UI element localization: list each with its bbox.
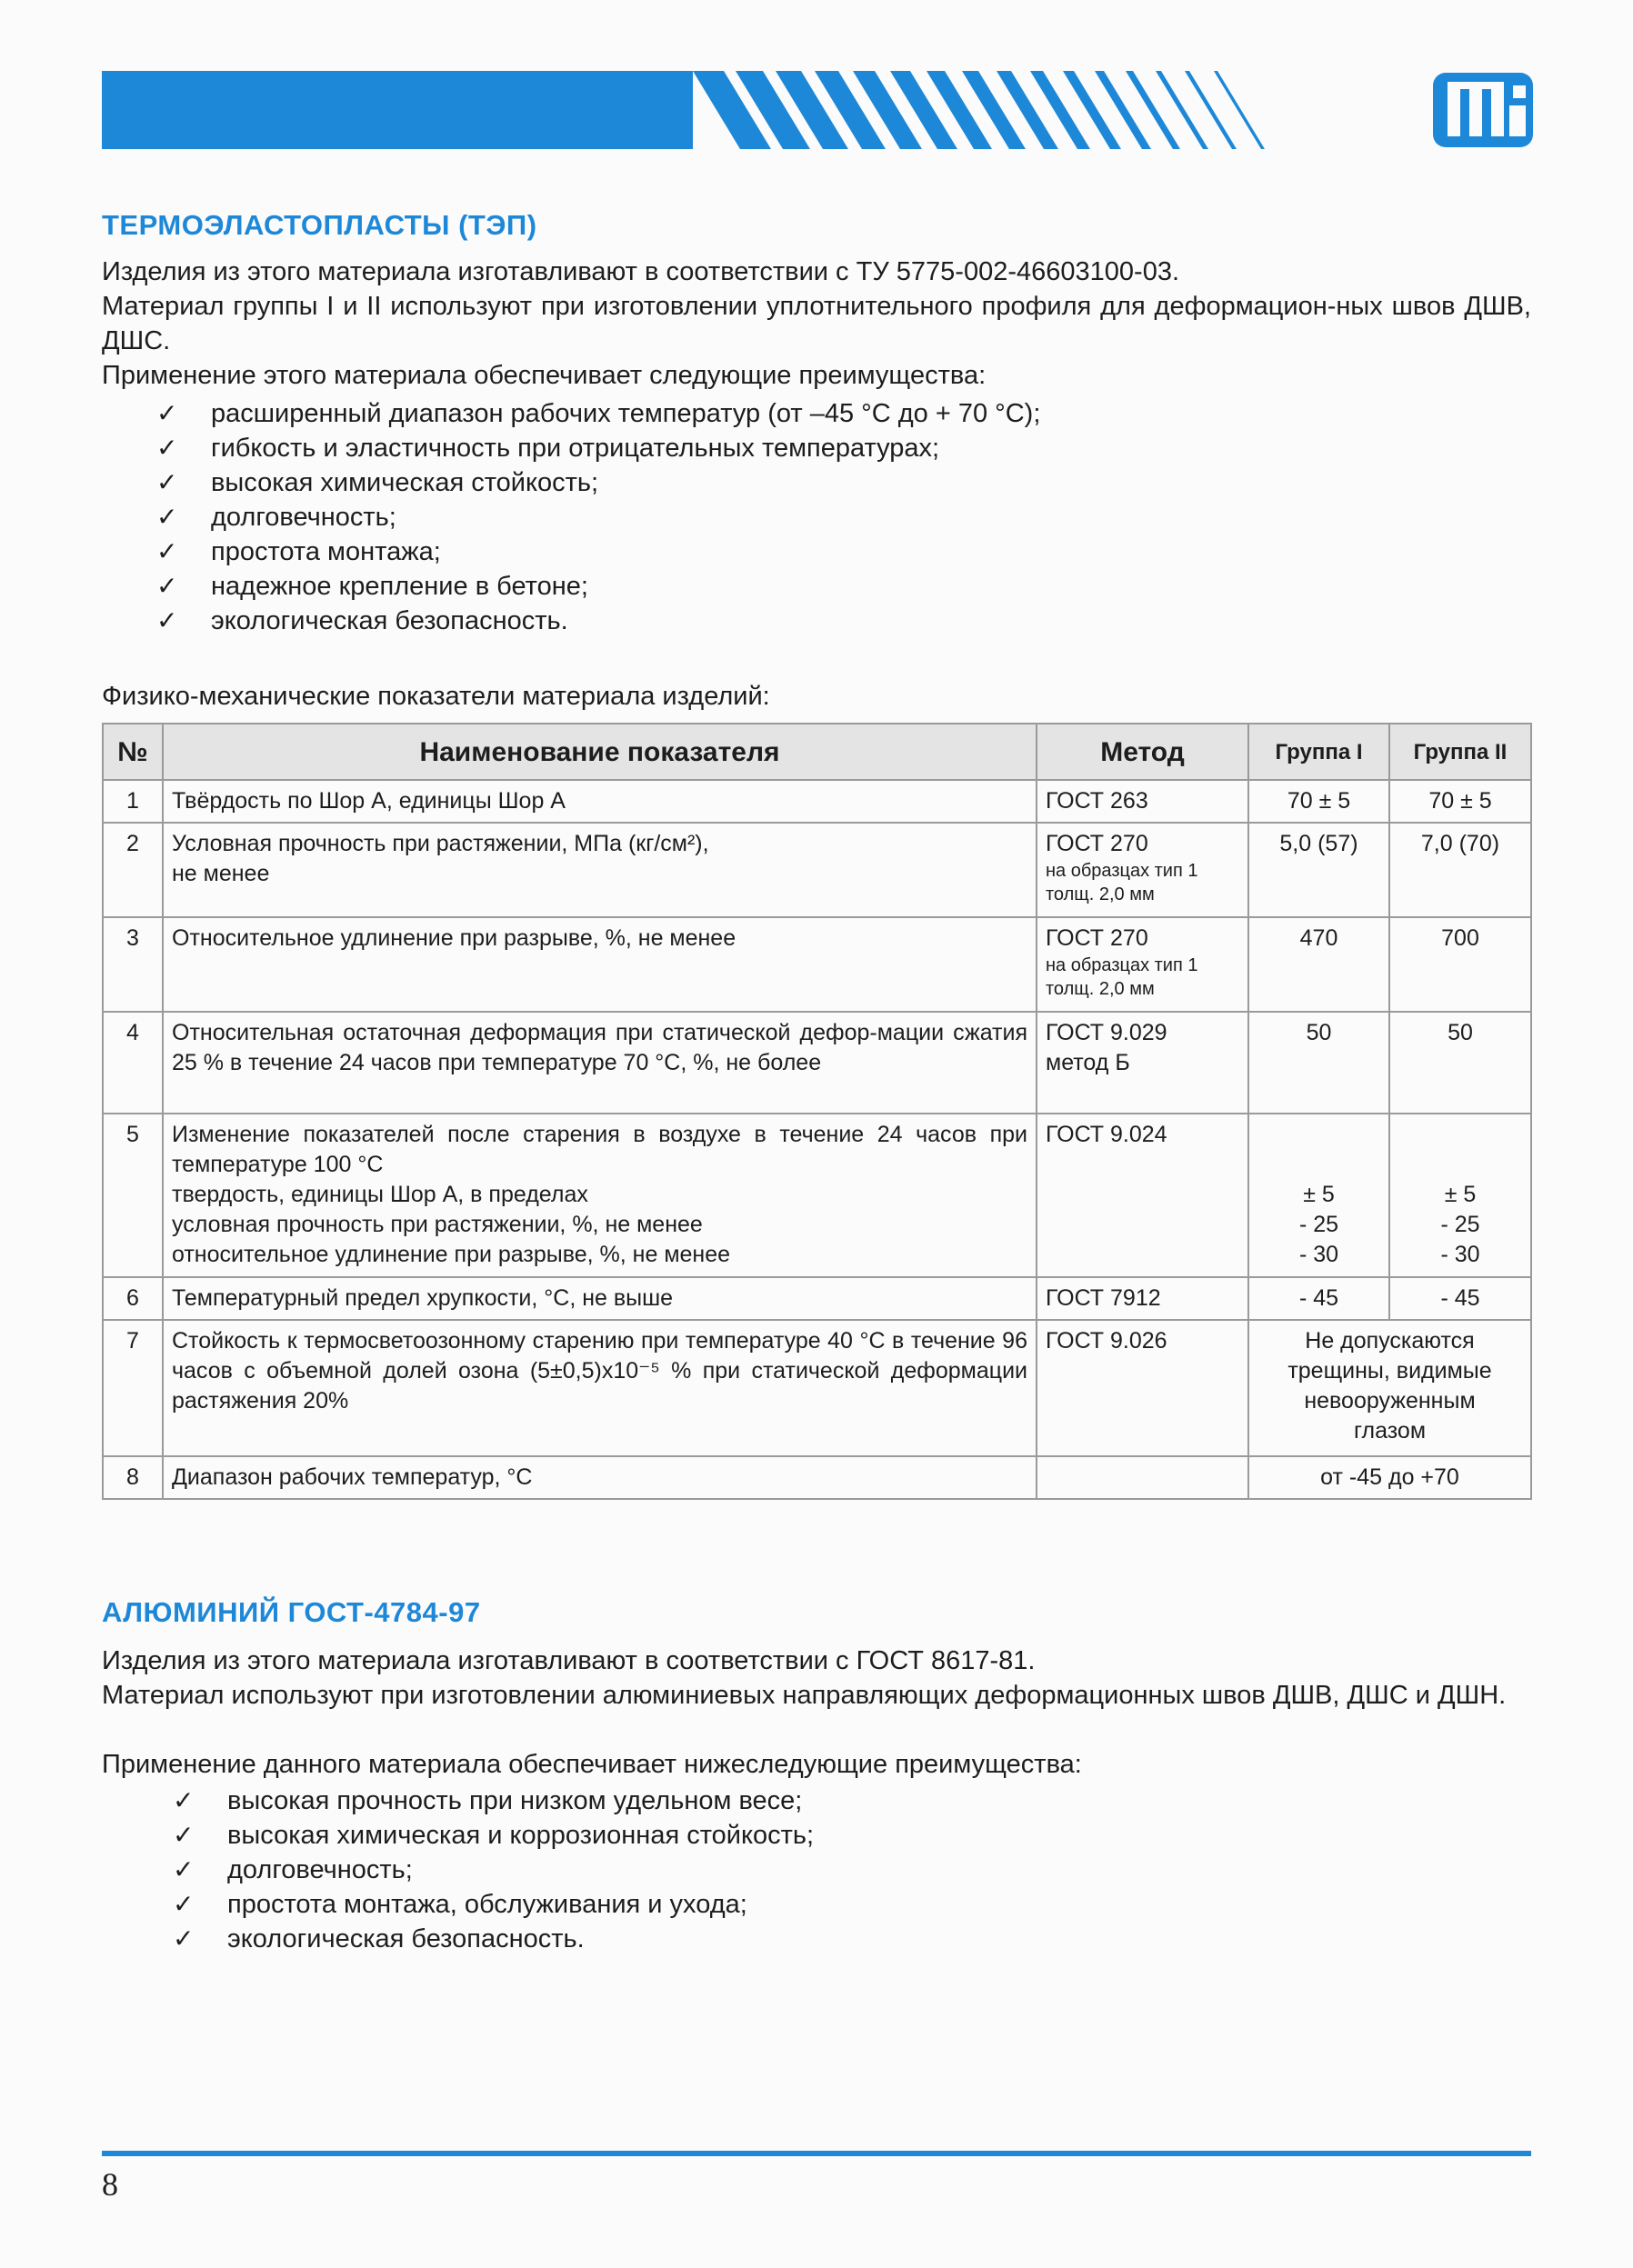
checkmark-icon: ✓ <box>173 1924 195 1953</box>
col-header-num: № <box>103 724 163 780</box>
list-item: ✓ экологическая безопасность. <box>156 604 1040 638</box>
checkmark-icon: ✓ <box>156 503 178 531</box>
header-slash <box>1156 71 1208 149</box>
list-item: ✓ долговечность; <box>173 1853 814 1887</box>
section-title-aluminum: АЛЮМИНИЙ ГОСТ-4784-97 <box>102 1596 481 1628</box>
row-method <box>1037 1456 1248 1499</box>
row-name: Твёрдость по Шор А, единицы Шор А <box>163 780 1037 823</box>
list-item: ✓ высокая прочность при низком удельном весе; <box>173 1783 814 1818</box>
row-method: ГОСТ 9.024 <box>1037 1114 1248 1277</box>
row-name: Относительное удлинение при разрыве, %, не менее <box>163 917 1037 1012</box>
table-row <box>103 780 1531 823</box>
row-number: 6 <box>103 1277 163 1320</box>
table-header-row <box>103 724 1531 780</box>
row-number: 4 <box>103 1012 163 1114</box>
checkmark-icon: ✓ <box>156 537 178 565</box>
row-group2: 70 ± 5 <box>1389 780 1531 823</box>
row-number: 3 <box>103 917 163 1012</box>
footer-rule <box>102 2151 1531 2156</box>
col-header-method: Метод <box>1037 724 1248 780</box>
row-group1: - 45 <box>1248 1277 1389 1320</box>
row-group1: ± 5 - 25 - 30 <box>1248 1114 1389 1277</box>
table-row <box>103 1456 1531 1499</box>
header-stripe <box>102 71 1366 149</box>
row-number: 1 <box>103 780 163 823</box>
checkmark-icon: ✓ <box>156 399 178 427</box>
row-method: ГОСТ 270 на образцах тип 1 толщ. 2,0 мм <box>1037 917 1248 1012</box>
row-number: 5 <box>103 1114 163 1277</box>
row-groups-merged: от -45 до +70 <box>1248 1456 1531 1499</box>
table-row <box>103 1012 1531 1114</box>
header-slashes <box>693 71 1265 149</box>
row-group2: 700 <box>1389 917 1531 1012</box>
list-item: ✓ высокая химическая и коррозионная стойкость; <box>173 1818 814 1853</box>
row-group1: 50 <box>1248 1012 1389 1114</box>
header-slash <box>1126 71 1180 149</box>
row-name: Температурный предел хрупкости, °С, не выше <box>163 1277 1037 1320</box>
list-item: ✓ простота монтажа; <box>156 535 1040 569</box>
col-header-group2: Группа II <box>1389 724 1531 780</box>
aluminum-usage-paragraph: Материал используют при изготовлении алюминиевых направляющих деформационных швов ДШВ, ДШС и ДШН. <box>102 1681 1507 1710</box>
row-group1: 470 <box>1248 917 1389 1012</box>
tep-intro-paragraph: Изделия из этого материала изготавливают в соответствии с ТУ 5775-002-46603100-03. <box>102 257 1180 286</box>
row-method: ГОСТ 9.029 метод Б <box>1037 1012 1248 1114</box>
row-name: Стойкость к термосветоозонному старению при температуре 40 °С в течение 96 часов с объемной долей озона (5±0,5)х10⁻⁵ % при статической деформации растяжения 20% <box>163 1320 1037 1456</box>
row-number: 2 <box>103 823 163 917</box>
section-title-tep: ТЕРМОЭЛАСТОПЛАСТЫ (ТЭП) <box>102 209 537 241</box>
row-method: ГОСТ 7912 <box>1037 1277 1248 1320</box>
list-item: ✓ надежное крепление в бетоне; <box>156 569 1040 604</box>
row-name: Относительная остаточная деформация при статической дефор-мации сжатия 25 % в течение 24 часов при температуре 70 °С, %, не более <box>163 1012 1037 1114</box>
table-row <box>103 1114 1531 1277</box>
list-item: ✓ расширенный диапазон рабочих температур (от –45 °С до + 70 °С); <box>156 396 1040 431</box>
table-caption: Физико-механические показатели материала изделий: <box>102 682 770 711</box>
table-row <box>103 917 1531 1012</box>
list-item: ✓ экологическая безопасность. <box>173 1922 814 1956</box>
list-item: ✓ простота монтажа, обслуживания и ухода; <box>173 1887 814 1922</box>
row-group2: - 45 <box>1389 1277 1531 1320</box>
row-method: ГОСТ 270 на образцах тип 1 толщ. 2,0 мм <box>1037 823 1248 917</box>
list-item: ✓ долговечность; <box>156 500 1040 535</box>
checkmark-icon: ✓ <box>156 468 178 496</box>
tep-benefits-list <box>156 396 1040 638</box>
table-row <box>103 823 1531 917</box>
company-logo-icon <box>1429 69 1537 151</box>
checkmark-icon: ✓ <box>173 1786 195 1814</box>
header-slash <box>1214 71 1265 149</box>
checkmark-icon: ✓ <box>173 1890 195 1918</box>
row-method: ГОСТ 9.026 <box>1037 1320 1248 1456</box>
col-header-group1: Группа I <box>1248 724 1389 780</box>
row-name: Диапазон рабочих температур, °С <box>163 1456 1037 1499</box>
table-row <box>103 1320 1531 1456</box>
row-group1: 70 ± 5 <box>1248 780 1389 823</box>
page-number: 8 <box>102 2166 118 2203</box>
row-group2: 50 <box>1389 1012 1531 1114</box>
row-method: ГОСТ 263 <box>1037 780 1248 823</box>
properties-table <box>102 723 1532 1500</box>
checkmark-icon: ✓ <box>156 434 178 462</box>
row-group1: 5,0 (57) <box>1248 823 1389 917</box>
header-slash <box>1185 71 1237 149</box>
list-item: ✓ высокая химическая стойкость; <box>156 465 1040 500</box>
table-row <box>103 1277 1531 1320</box>
checkmark-icon: ✓ <box>156 572 178 600</box>
tep-usage-paragraph: Материал группы I и II используют при изготовлении уплотнительного профиля для деформацион-ных швов ДШВ, ДШС. <box>102 292 1531 355</box>
checkmark-icon: ✓ <box>173 1855 195 1883</box>
checkmark-icon: ✓ <box>173 1821 195 1849</box>
tep-benefits-intro: Применение этого материала обеспечивает следующие преимущества: <box>102 361 987 390</box>
row-group2: 7,0 (70) <box>1389 823 1531 917</box>
checkmark-icon: ✓ <box>156 606 178 634</box>
aluminum-intro-paragraph: Изделия из этого материала изготавливают в соответствии с ГОСТ 8617-81. <box>102 1646 1036 1675</box>
aluminum-benefits-list <box>173 1783 814 1956</box>
row-name: Изменение показателей после старения в воздухе в течение 24 часов при температуре 100 °С твердость, единицы Шор А, в пределах условная прочность при растяжении, %, не менее относительное удлинение при разрыве, %, не менее <box>163 1114 1037 1277</box>
row-name: Условная прочность при растяжении, МПа (кг/см²), не менее <box>163 823 1037 917</box>
list-item: ✓ гибкость и эластичность при отрицательных температурах; <box>156 431 1040 465</box>
col-header-name: Наименование показателя <box>163 724 1037 780</box>
aluminum-benefits-intro: Применение данного материала обеспечивает нижеследующие преимущества: <box>102 1750 1082 1779</box>
row-number: 7 <box>103 1320 163 1456</box>
row-group2: ± 5 - 25 - 30 <box>1389 1114 1531 1277</box>
row-number: 8 <box>103 1456 163 1499</box>
row-groups-merged: Не допускаются трещины, видимые невооруженным глазом <box>1248 1320 1531 1456</box>
